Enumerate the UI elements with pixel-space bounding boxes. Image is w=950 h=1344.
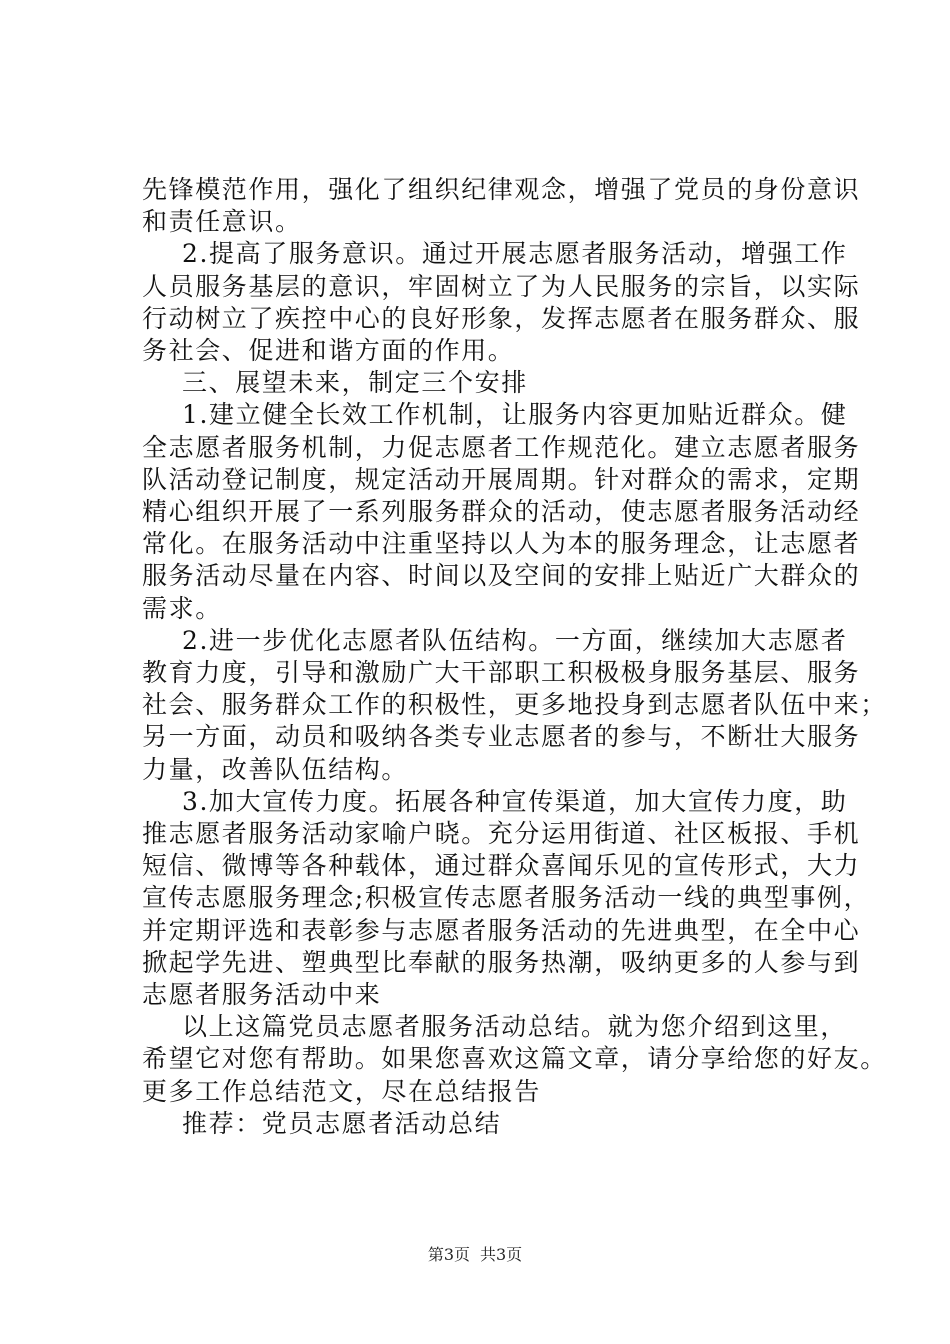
recommendation-line: 推荐：党员志愿者活动总结: [182, 1108, 502, 1138]
text-line: 先锋模范作用，强化了组织纪律观念，增强了党员的身份意识: [142, 175, 861, 204]
page-footer: [0, 1244, 950, 1266]
text-line: 行动树立了疾控中心的良好形象，发挥志愿者在服务群众、服: [142, 303, 861, 333]
text-line: 志愿者服务活动中来: [142, 980, 382, 1010]
text-line: 并定期评选和表彰参与志愿者服务活动的先进典型，在全中心: [142, 915, 861, 945]
document-body: [142, 174, 887, 1140]
text-line: 社会、服务群众工作的积极性，更多地投身到志愿者队伍中来；: [142, 690, 887, 720]
text-line: 宣传志愿服务理念;积极宣传志愿者服务活动一线的典型事例，: [142, 883, 871, 913]
text-line: 需求。: [142, 593, 222, 623]
text-line: 更多工作总结范文，尽在总结报告: [142, 1076, 542, 1106]
text-line: 2.进一步优化志愿者队伍结构。一方面，继续加大志愿者: [182, 625, 848, 655]
text-line: 3.加大宣传力度。拓展各种宣传渠道，加大宣传力度，助: [182, 786, 848, 816]
text-line: 以上这篇党员志愿者服务活动总结。就为您介绍到这里，: [182, 1012, 848, 1042]
section-heading: 三、展望未来，制定三个安排: [182, 368, 528, 398]
text-line: 队活动登记制度，规定活动开展周期。针对群众的需求，定期: [142, 464, 861, 494]
text-line: 人员服务基层的意识，牢固树立了为人民服务的宗旨，以实际: [142, 271, 861, 301]
text-line: 掀起学先进、塑典型比奉献的服务热潮，吸纳更多的人参与到: [142, 947, 861, 977]
page-number: 第3页: [427, 1245, 470, 1264]
text-line: 常化。在服务活动中注重坚持以人为本的服务理念，让志愿者: [142, 529, 861, 559]
text-line: 务社会、促进和谐方面的作用。: [142, 336, 515, 366]
text-line: 1.建立健全长效工作机制，让服务内容更加贴近群众。健: [182, 400, 848, 430]
page-total: 共3页: [480, 1245, 523, 1264]
text-line: 服务活动尽量在内容、时间以及空间的安排上贴近广大群众的: [142, 561, 861, 591]
text-line: 短信、微博等各种载体，通过群众喜闻乐见的宣传形式，大力: [142, 851, 861, 881]
text-line: 教育力度，引导和激励广大干部职工积极极身服务基层、服务: [142, 658, 861, 688]
text-line: 力量，改善队伍结构。: [142, 754, 409, 784]
text-line: 另一方面，动员和吸纳各类专业志愿者的参与，不断壮大服务: [142, 722, 861, 752]
text-line: 希望它对您有帮助。如果您喜欢这篇文章，请分享给您的好友。: [142, 1044, 887, 1074]
text-line: 推志愿者服务活动家喻户晓。充分运用街道、社区板报、手机: [142, 819, 861, 849]
text-line: 2.提高了服务意识。通过开展志愿者服务活动，增强工作: [182, 239, 848, 269]
text-line: 精心组织开展了一系列服务群众的活动，使志愿者服务活动经: [142, 497, 861, 527]
text-line: 全志愿者服务机制，力促志愿者工作规范化。建立志愿者服务: [142, 432, 861, 462]
text-line: 和责任意识。: [142, 207, 302, 237]
